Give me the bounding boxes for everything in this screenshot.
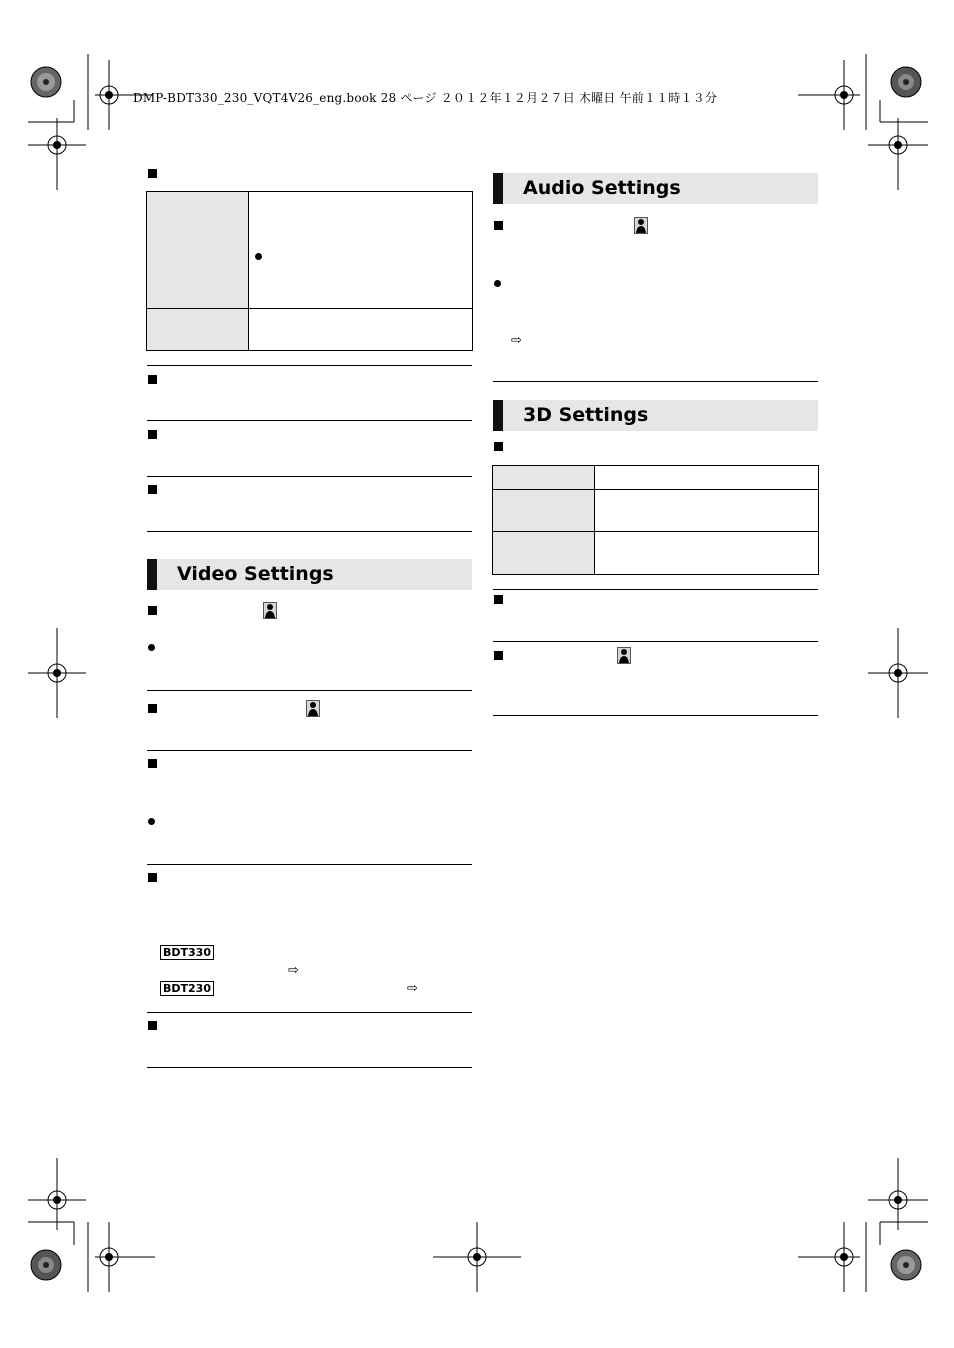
square-bullet-icon [148,873,157,882]
round-bullet-icon [494,280,501,287]
round-bullet-icon [148,818,155,825]
table-header-cell [493,532,595,574]
divider [147,1067,472,1068]
divider [147,750,472,751]
registration-wheel-icon [31,67,61,97]
section-title: Video Settings [177,563,334,585]
square-bullet-icon [148,375,157,384]
banner-bar [147,559,157,590]
divider [147,1012,472,1013]
divider [493,641,818,642]
divider [493,715,818,716]
round-bullet-icon [255,253,262,260]
registration-wheel-icon [891,1250,921,1280]
3d-settings-banner [493,400,818,431]
person-icon [617,647,631,664]
square-bullet-icon [148,704,157,713]
square-bullet-icon [494,442,503,451]
model-tag-bdt330: BDT330 [160,945,214,960]
square-bullet-icon [148,759,157,768]
model-tag-bdt230: BDT230 [160,981,214,996]
settings-table [146,191,473,351]
table-value-cell [595,490,818,532]
divider [147,531,472,532]
section-title: Audio Settings [523,177,681,199]
registration-wheel-icon [31,1250,61,1280]
square-bullet-icon [148,485,157,494]
square-bullet-icon [494,221,503,230]
table-header-cell [147,309,249,350]
table-header-cell [147,192,249,309]
divider [493,589,818,590]
table-value-cell [249,192,472,309]
divider [147,420,472,421]
person-icon [306,700,320,717]
audio-settings-banner [493,173,818,204]
3d-settings-table [492,465,819,575]
square-bullet-icon [148,1021,157,1030]
divider [147,476,472,477]
table-header-cell [493,466,595,490]
square-bullet-icon [148,169,157,178]
round-bullet-icon [148,644,155,651]
video-settings-banner [147,559,472,590]
outline-arrow-icon: ⇨ [407,981,418,996]
person-icon [263,602,277,619]
registration-wheel-icon [891,67,921,97]
outline-arrow-icon: ⇨ [288,963,299,978]
square-bullet-icon [494,595,503,604]
table-value-cell [249,309,472,350]
banner-bar [493,400,503,431]
banner-bar [493,173,503,204]
outline-arrow-icon: ⇨ [511,333,522,348]
divider [493,381,818,382]
divider [147,690,472,691]
person-icon [634,217,648,234]
table-value-cell [595,532,818,574]
square-bullet-icon [494,651,503,660]
square-bullet-icon [148,430,157,439]
table-value-cell [595,466,818,490]
divider [147,365,472,366]
file-header-line: DMP-BDT330_230_VQT4V26_eng.book 28 ページ ２０１２年１２月２７日 木曜日 午前１１時１３分 [133,91,718,105]
square-bullet-icon [148,606,157,615]
section-title: 3D Settings [523,404,649,426]
table-header-cell [493,490,595,532]
divider [147,864,472,865]
